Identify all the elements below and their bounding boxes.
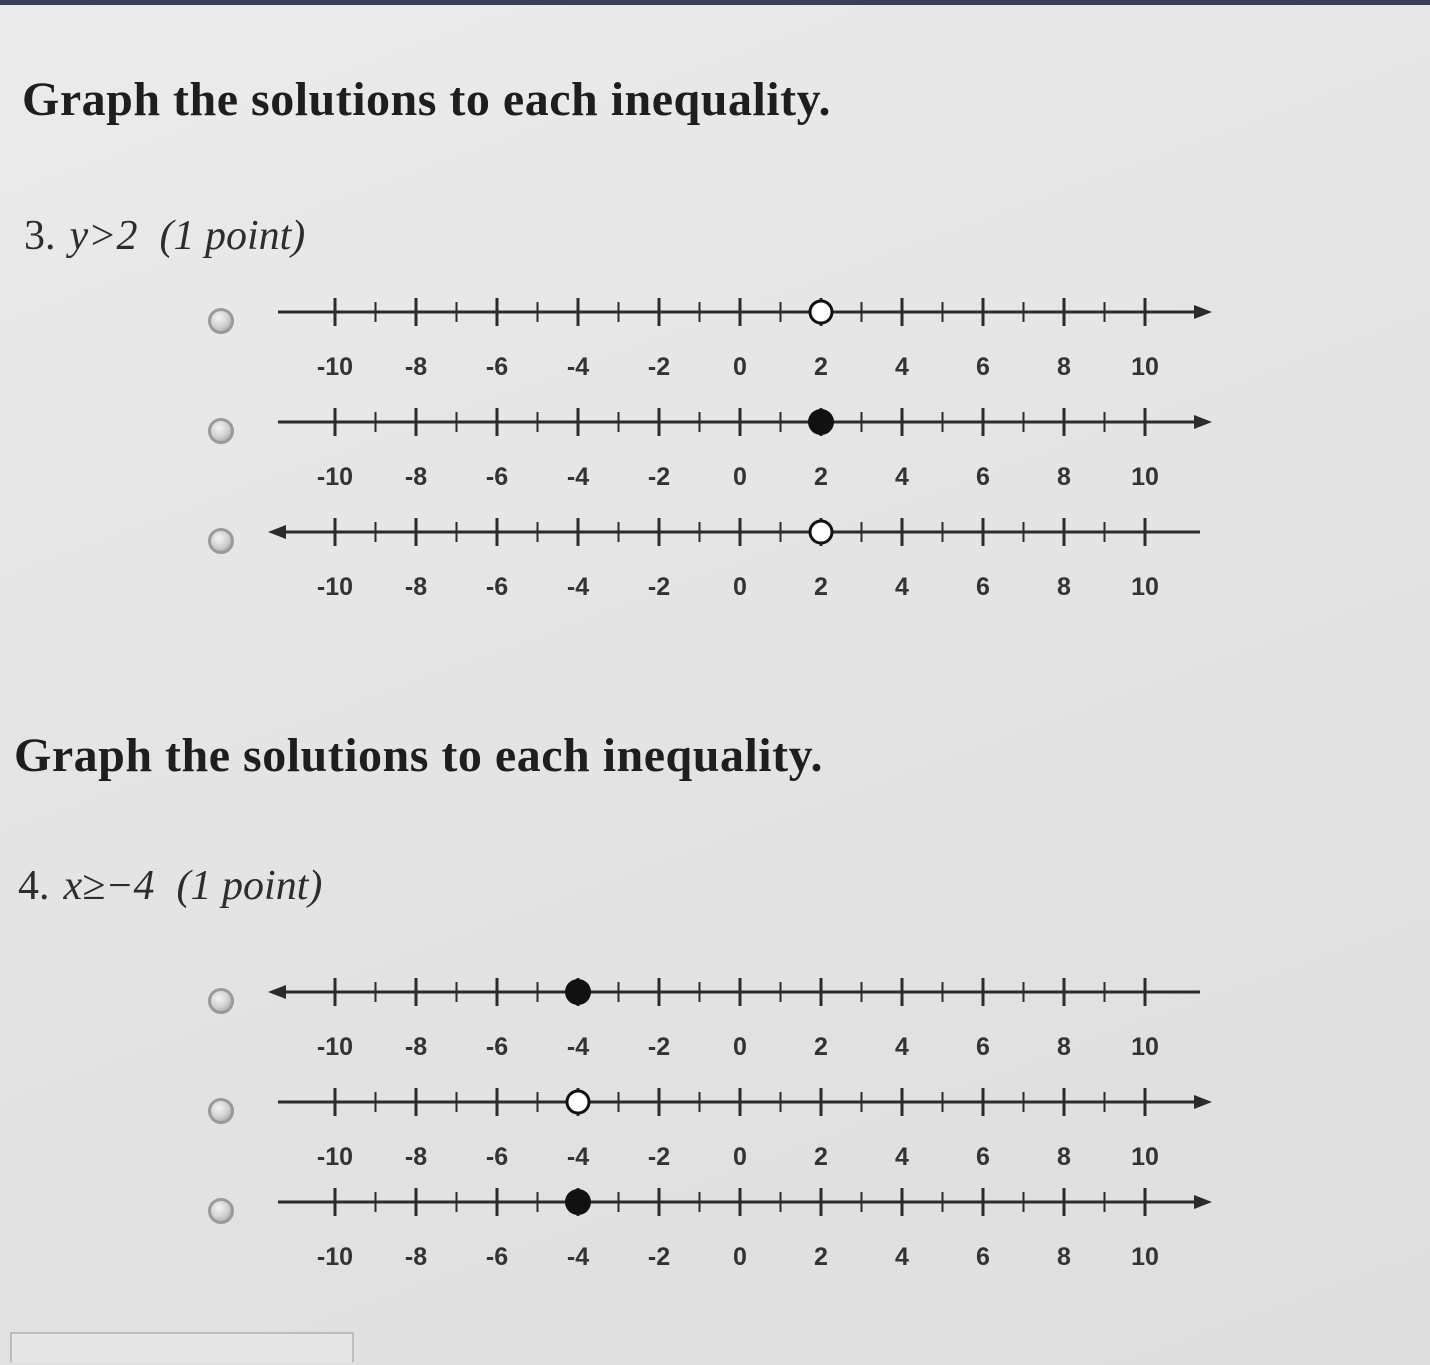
tick-label: -2 bbox=[647, 573, 671, 601]
open-point bbox=[810, 301, 832, 323]
tick-label: -4 bbox=[566, 1243, 590, 1271]
tick-label: 6 bbox=[976, 1243, 990, 1271]
tick-label: 10 bbox=[1131, 1033, 1159, 1061]
tick-label: -8 bbox=[404, 353, 428, 381]
tick-label: -6 bbox=[485, 1243, 509, 1271]
tick-label: -10 bbox=[316, 1243, 354, 1271]
question-inequality: y>2 bbox=[69, 213, 138, 259]
tick-label: 6 bbox=[976, 1033, 990, 1061]
tick-label: 6 bbox=[976, 1143, 990, 1171]
tick-label: 8 bbox=[1057, 1033, 1071, 1061]
number-line bbox=[200, 290, 1240, 395]
tick-label: -10 bbox=[316, 353, 354, 381]
number-line bbox=[200, 1180, 1240, 1285]
tick-label: -4 bbox=[566, 573, 590, 601]
question-number: 3. bbox=[24, 213, 56, 259]
answer-option[interactable] bbox=[200, 1080, 1240, 1185]
tick-label: -6 bbox=[485, 573, 509, 601]
question-3 bbox=[24, 212, 305, 260]
tick-label: 8 bbox=[1057, 573, 1071, 601]
question-points: (1 point) bbox=[176, 863, 323, 909]
tick-label: -6 bbox=[485, 1143, 509, 1171]
tick-label: 4 bbox=[895, 1033, 909, 1061]
number-line bbox=[200, 970, 1240, 1075]
number-line bbox=[200, 400, 1240, 505]
tick-label: 4 bbox=[895, 353, 909, 381]
answer-option[interactable] bbox=[200, 1180, 1240, 1285]
tick-label: 2 bbox=[814, 1143, 828, 1171]
tick-label: -6 bbox=[485, 463, 509, 491]
tick-label: -4 bbox=[566, 1033, 590, 1061]
tick-label: 0 bbox=[733, 1243, 747, 1271]
tick-label: 0 bbox=[733, 1143, 747, 1171]
tick-label: 4 bbox=[895, 573, 909, 601]
tick-label: 8 bbox=[1057, 463, 1071, 491]
arrow-right-icon bbox=[1194, 305, 1212, 319]
tick-label: -2 bbox=[647, 1243, 671, 1271]
tick-label: -2 bbox=[647, 1143, 671, 1171]
tick-label: 2 bbox=[814, 573, 828, 601]
tick-label: 0 bbox=[733, 463, 747, 491]
number-line bbox=[200, 510, 1240, 615]
tick-label: -10 bbox=[316, 1143, 354, 1171]
answer-option[interactable] bbox=[200, 970, 1240, 1075]
tick-label: 6 bbox=[976, 573, 990, 601]
tick-label: 0 bbox=[733, 353, 747, 381]
tick-label: 10 bbox=[1131, 573, 1159, 601]
tick-label: 0 bbox=[733, 1033, 747, 1061]
tick-label: 10 bbox=[1131, 1243, 1159, 1271]
open-point bbox=[810, 521, 832, 543]
tick-label: 8 bbox=[1057, 353, 1071, 381]
arrow-left-icon bbox=[268, 985, 286, 999]
tick-label: 2 bbox=[814, 1033, 828, 1061]
tick-label: -2 bbox=[647, 1033, 671, 1061]
arrow-right-icon bbox=[1194, 415, 1212, 429]
tick-label: 10 bbox=[1131, 353, 1159, 381]
tick-label: 4 bbox=[895, 463, 909, 491]
tick-label: -4 bbox=[566, 463, 590, 491]
tick-label: -4 bbox=[566, 353, 590, 381]
tick-label: 6 bbox=[976, 353, 990, 381]
tick-label: -2 bbox=[647, 353, 671, 381]
top-bar bbox=[0, 0, 1430, 5]
tick-label: -4 bbox=[566, 1143, 590, 1171]
tick-label: 2 bbox=[814, 353, 828, 381]
tick-label: 8 bbox=[1057, 1243, 1071, 1271]
open-point bbox=[567, 1091, 589, 1113]
tick-label: -8 bbox=[404, 573, 428, 601]
tick-label: -10 bbox=[316, 1033, 354, 1061]
tick-label: -8 bbox=[404, 463, 428, 491]
tick-label: 10 bbox=[1131, 1143, 1159, 1171]
question-4 bbox=[18, 862, 322, 910]
tick-label: -8 bbox=[404, 1243, 428, 1271]
tick-label: -8 bbox=[404, 1033, 428, 1061]
question-points: (1 point) bbox=[159, 213, 306, 259]
tick-label: -6 bbox=[485, 353, 509, 381]
tick-label: 2 bbox=[814, 1243, 828, 1271]
tick-label: -10 bbox=[316, 573, 354, 601]
section-heading: Graph the solutions to each inequality. bbox=[14, 729, 823, 782]
tick-label: 4 bbox=[895, 1143, 909, 1171]
bottom-toolbar bbox=[10, 1332, 354, 1362]
answer-option[interactable] bbox=[200, 290, 1240, 395]
arrow-right-icon bbox=[1194, 1195, 1212, 1209]
answer-option[interactable] bbox=[200, 510, 1240, 615]
arrow-right-icon bbox=[1194, 1095, 1212, 1109]
tick-label: -8 bbox=[404, 1143, 428, 1171]
question-inequality: x≥−4 bbox=[63, 863, 155, 909]
tick-label: 2 bbox=[814, 463, 828, 491]
closed-point bbox=[565, 979, 591, 1005]
tick-label: 6 bbox=[976, 463, 990, 491]
arrow-left-icon bbox=[268, 525, 286, 539]
answer-option[interactable] bbox=[200, 400, 1240, 505]
tick-label: -6 bbox=[485, 1033, 509, 1061]
number-line bbox=[200, 1080, 1240, 1185]
tick-label: 4 bbox=[895, 1243, 909, 1271]
question-number: 4. bbox=[18, 863, 50, 909]
tick-label: 0 bbox=[733, 573, 747, 601]
tick-label: 10 bbox=[1131, 463, 1159, 491]
tick-label: -2 bbox=[647, 463, 671, 491]
tick-label: -10 bbox=[316, 463, 354, 491]
closed-point bbox=[565, 1189, 591, 1215]
tick-label: 8 bbox=[1057, 1143, 1071, 1171]
section-heading: Graph the solutions to each inequality. bbox=[22, 73, 831, 126]
closed-point bbox=[808, 409, 834, 435]
